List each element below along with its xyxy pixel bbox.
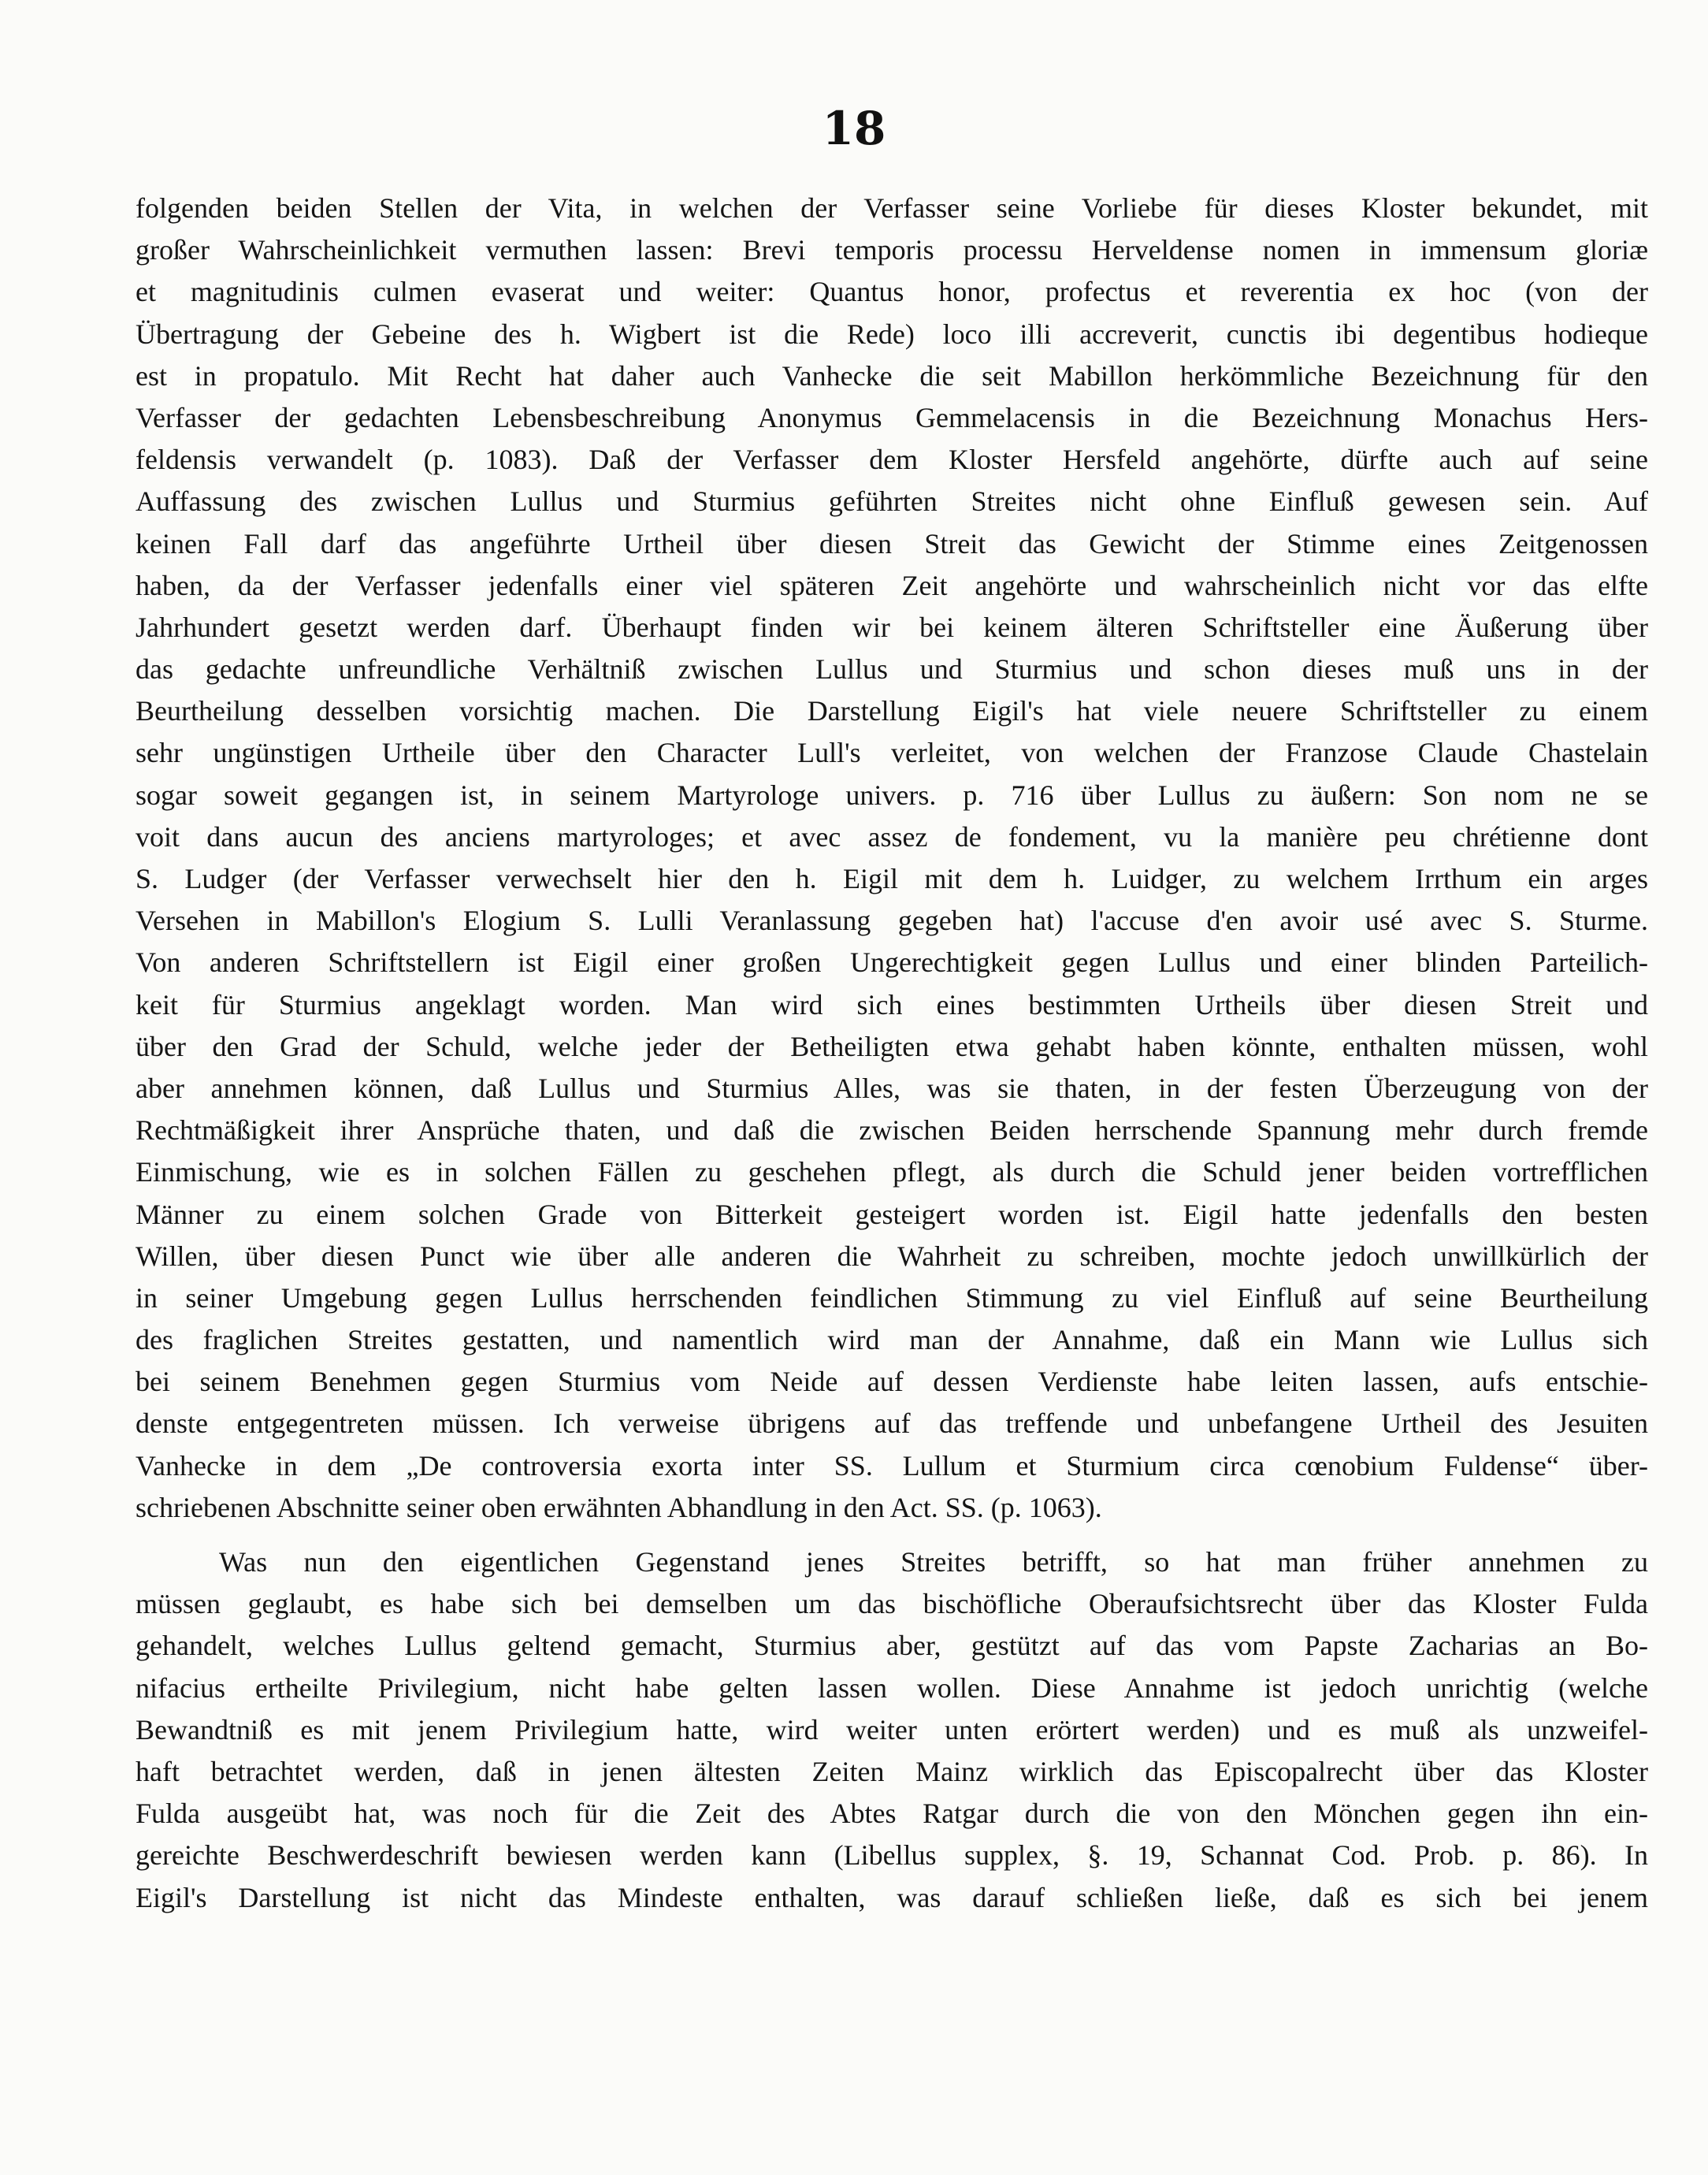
paragraph-1 bbox=[136, 188, 1648, 1529]
text-line: Auffassung des zwischen Lullus und Sturmius geführten Streites nicht ohne Einfluß gewesen sein. Auf bbox=[136, 485, 1648, 518]
text-line: nifacius ertheilte Privilegium, nicht habe gelten lassen wollen. Diese Annahme ist jedoch unrichtig (welche bbox=[136, 1671, 1648, 1704]
text-line: est in propatulo. Mit Recht hat daher auch Vanhecke die seit Mabillon herkömmliche Bezeichnung für den bbox=[136, 359, 1648, 392]
text-line: sogar soweit gegangen ist, in seinem Martyrologe univers. p. 716 über Lullus zu äußern: Son nom ne se bbox=[136, 779, 1648, 811]
text-line: Fulda ausgeübt hat, was noch für die Zeit des Abtes Ratgar durch die von den Mönchen gegen ihn ein- bbox=[136, 1798, 1648, 1830]
text-line: S. Ludger (der Verfasser verwechselt hier den h. Eigil mit dem h. Luidger, zu welchem Irrthum ein arges bbox=[136, 863, 1648, 894]
page-number: 18 bbox=[822, 102, 886, 155]
text-line: gereichte Beschwerdeschrift bewiesen werden kann (Libellus supplex, §. 19, Schannat Cod. Prob. p. 86). In bbox=[136, 1839, 1648, 1872]
text-line: sehr ungünstigen Urtheile über den Character Lull's verleitet, von welchen der Franzose Claude Chastelain bbox=[136, 737, 1648, 769]
text-line: haben, da der Verfasser jedenfalls einer viel späteren Zeit angehörte und wahrscheinlich nicht vor das elfte bbox=[136, 569, 1648, 601]
text-line: Vanhecke in dem „De controversia exorta inter SS. Lullum et Sturmium circa cœnobium Fuldense“ über- bbox=[136, 1449, 1648, 1482]
text-line: et magnitudinis culmen evaserat und weiter: Quantus honor, profectus et reverentia ex hoc (von der bbox=[136, 276, 1648, 308]
body-text bbox=[136, 188, 1648, 1919]
text-line: Bewandtniß es mit jenem Privilegium hatte, wird weiter unten erörtert werden) und es muß als unzweifel- bbox=[136, 1713, 1648, 1746]
text-line: das gedachte unfreundliche Verhältniß zwischen Lullus und Sturmius und schon dieses muß uns in der bbox=[136, 653, 1648, 686]
text-line: schriebenen Abschnitte seiner oben erwähnten Abhandlung in den Act. SS. (p. 1063). bbox=[136, 1491, 1102, 1523]
paragraph-2 bbox=[136, 1541, 1648, 1919]
text-line: voit dans aucun des anciens martyrologes; et avec assez de fondement, vu la manière peu chrétienne dont bbox=[136, 820, 1648, 853]
text-line: Eigil's Darstellung ist nicht das Mindeste enthalten, was darauf schließen ließe, daß es sich bei jenem bbox=[136, 1881, 1648, 1913]
text-line: über den Grad der Schuld, welche jeder der Betheiligten etwa gehabt haben könnte, enthalten müssen, wohl bbox=[136, 1030, 1648, 1062]
text-line: keinen Fall darf das angeführte Urtheil über diesen Streit das Gewicht der Stimme eines Zeitgenossen bbox=[136, 527, 1648, 560]
text-line: haft betrachtet werden, daß in jenen ältesten Zeiten Mainz wirklich das Episcopalrecht über das Kloster bbox=[136, 1755, 1648, 1787]
text-line: Von anderen Schriftstellern ist Eigil einer großen Ungerechtigkeit gegen Lullus und einer blinden Parteilich- bbox=[136, 946, 1648, 979]
text-line: Verfasser der gedachten Lebensbeschreibung Anonymus Gemmelacensis in die Bezeichnung Monachus Hers- bbox=[136, 401, 1648, 433]
text-line: bei seinem Benehmen gegen Sturmius vom Neide auf dessen Verdienste habe leiten lassen, aufs entschie- bbox=[136, 1366, 1648, 1398]
text-line: keit für Sturmius angeklagt worden. Man wird sich eines bestimmten Urtheils über diesen Streit und bbox=[136, 988, 1648, 1021]
text-line: in seiner Umgebung gegen Lullus herrschenden feindlichen Stimmung zu viel Einfluß auf seine Beurtheilung bbox=[136, 1281, 1648, 1314]
text-line: aber annehmen können, daß Lullus und Sturmius Alles, was sie thaten, in der festen Überzeugung von der bbox=[136, 1072, 1648, 1104]
text-line: Einmischung, wie es in solchen Fällen zu geschehen pflegt, als durch die Schuld jener beiden vortrefflichen bbox=[136, 1156, 1648, 1188]
text-line: gehandelt, welches Lullus geltend gemacht, Sturmius aber, gestützt auf das vom Papste Zacharias an Bo- bbox=[136, 1630, 1648, 1662]
text-line: denste entgegentreten müssen. Ich verweise übrigens auf das treffende und unbefangene Urtheil des Jesuiten bbox=[136, 1407, 1648, 1440]
text-line: feldensis verwandelt (p. 1083). Daß der Verfasser dem Kloster Hersfeld angehörte, dürfte auch auf seine bbox=[136, 444, 1648, 476]
text-line: Übertragung der Gebeine des h. Wigbert ist die Rede) loco illi accreverit, cunctis ibi degentibus hodieque bbox=[136, 318, 1648, 350]
text-line: müssen geglaubt, es habe sich bei demselben um das bischöfliche Oberaufsichtsrecht über das Kloster Fulda bbox=[136, 1588, 1648, 1620]
text-line: folgenden beiden Stellen der Vita, in welchen der Verfasser seine Vorliebe für dieses Kloster bekundet, mit bbox=[136, 192, 1648, 224]
text-line: Männer zu einem solchen Grade von Bitterkeit gesteigert worden ist. Eigil hatte jedenfalls den besten bbox=[136, 1198, 1648, 1230]
text-line: des fraglichen Streites gestatten, und namentlich wird man der Annahme, daß ein Mann wie Lullus sich bbox=[136, 1324, 1648, 1356]
text-line: Rechtmäßigkeit ihrer Ansprüche thaten, und daß die zwischen Beiden herrschende Spannung mehr durch fremde bbox=[136, 1114, 1648, 1147]
text-line: großer Wahrscheinlichkeit vermuthen lassen: Brevi temporis processu Herveldense nomen in immensum gloriæ bbox=[136, 234, 1648, 266]
paragraph-gap bbox=[136, 1529, 1648, 1541]
text-line: Was nun den eigentlichen Gegenstand jenes Streites betrifft, so hat man früher annehmen zu bbox=[219, 1546, 1648, 1578]
text-line: Willen, über diesen Punct wie über alle anderen die Wahrheit zu schreiben, mochte jedoch unwillkürlich der bbox=[136, 1240, 1648, 1272]
text-line: Versehen in Mabillon's Elogium S. Lulli Veranlassung gegeben hat) l'accuse d'en avoir usé avec S. Sturme. bbox=[136, 905, 1648, 937]
text-line: Jahrhundert gesetzt werden darf. Überhaupt finden wir bei keinem älteren Schriftsteller eine Äußerung über bbox=[136, 611, 1648, 643]
text-line: Beurtheilung desselben vorsichtig machen. Die Darstellung Eigil's hat viele neuere Schriftsteller zu einem bbox=[136, 695, 1648, 727]
